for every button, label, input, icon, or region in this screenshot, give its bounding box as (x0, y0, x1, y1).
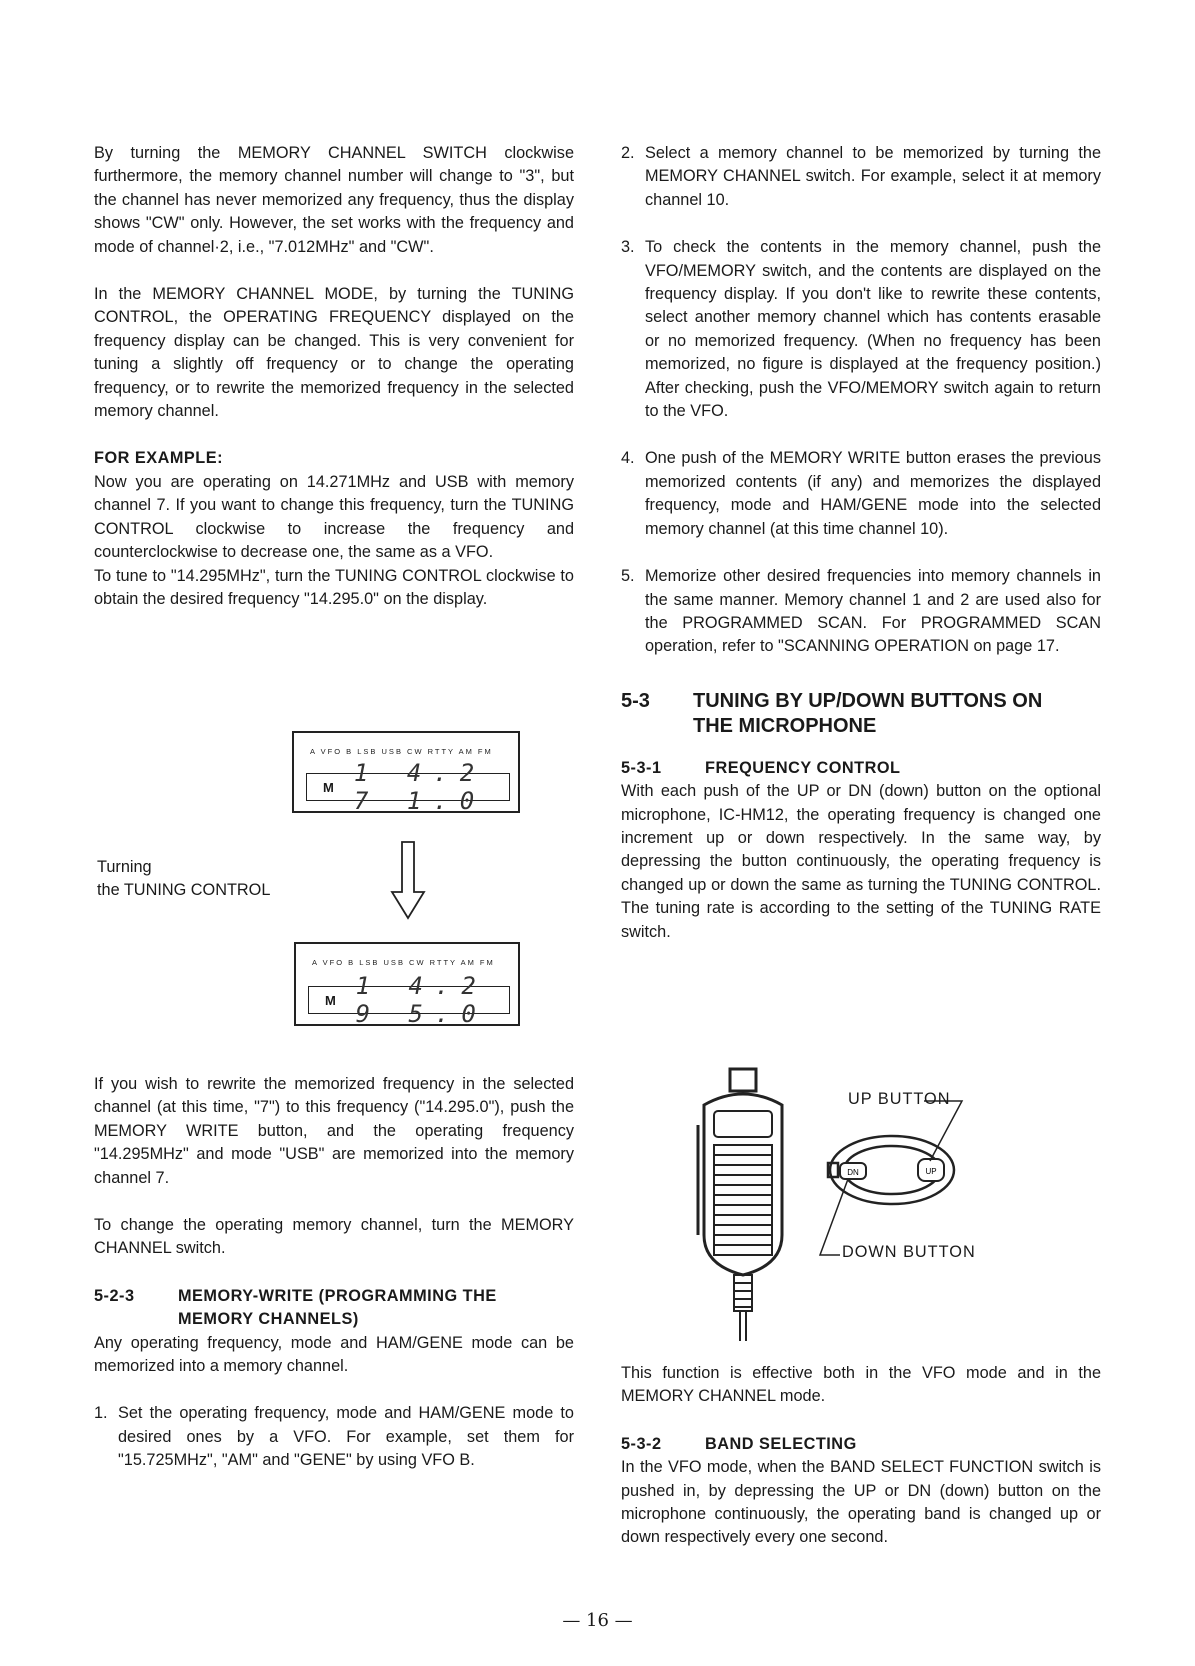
right-column-lower (621, 1362, 1101, 1574)
left-column-lower (94, 1073, 574, 1497)
paragraph-frequency-control: With each push of the UP or DN (down) button on the optional microphone, IC-HM12, the operating frequency is changed one increment up or down respectively. In the same way, by depressing the button continuously, the operating frequency is changed up or down the same as turning the TUNING CONTROL. The tuning rate is according to the setting of the TUNING RATE switch. (621, 782, 1101, 941)
section-title-line-1: TUNING BY UP/DOWN BUTTONS ON (693, 689, 1043, 712)
example-heading: FOR EXAMPLE: (94, 449, 224, 468)
section-number: 5-3-1 (621, 758, 662, 777)
turning-caption-line-1: Turning (97, 858, 152, 876)
list-item (621, 565, 1101, 659)
up-button[interactable] (918, 1159, 944, 1181)
section-title-line-2: MEMORY CHANNELS) (178, 1310, 359, 1329)
mic-cable (734, 1275, 752, 1341)
section-title: BAND SELECTING (705, 1434, 857, 1453)
section-5-3-2-heading (621, 1433, 1101, 1456)
section-number: 5-3-2 (621, 1434, 662, 1453)
list-item (621, 236, 1101, 423)
step-text: To check the contents in the memory channel, push the VFO/MEMORY switch, and the contents are displayed on the frequency display. If you don't like to rewrite these contents, select another memory channel which has contents erasable or no memorized frequency. (When no frequency has been memorized, no figure is displayed at the frequency position.) After checking, push the VFO/MEMORY switch again to return to the VFO. (645, 238, 1101, 421)
display-indicator-row: A VFO B LSB USB CW RTTY AM FM (312, 958, 495, 967)
paragraph-memory-channel-switch: By turning the MEMORY CHANNEL SWITCH clockwise furthermore, the memory channel number will change to "3", but the channel has never memorized any frequency, thus the display shows "CW" only. However, the set works with the frequency and mode of channel·2, i.e., "7.012MHz" and "CW". (94, 144, 574, 256)
section-title-line-2: THE MICROPHONE (693, 714, 877, 737)
steps-list-right (621, 142, 1101, 659)
down-button-caption: DOWN BUTTON (842, 1243, 976, 1261)
mic-hanger (730, 1069, 756, 1091)
frequency-digits: 1 4.2 7 1.0 (353, 759, 487, 815)
section-title (693, 689, 1042, 739)
section-title (178, 1285, 497, 1332)
dn-button[interactable] (840, 1163, 866, 1179)
turning-caption (97, 856, 270, 903)
step-number: 1. (94, 1404, 108, 1423)
display-indicator-row: A VFO B LSB USB CW RTTY AM FM (310, 747, 493, 756)
step-number: 5. (621, 567, 635, 586)
step-number: 3. (621, 238, 635, 257)
step-text: One push of the MEMORY WRITE button erases the previous memorized contents (if any) and memorizes the displayed frequency, mode and HAM/GENE mode into the selected memory channel (at this time channel 10). (645, 449, 1101, 538)
paragraph-example-operating: Now you are operating on 14.271MHz and USB with memory channel 7. If you want to change this frequency, turn the TUNING CONTROL clockwise to increase the frequency and counterclockwise to decrease one, the same as a VFO. (94, 472, 574, 562)
frequency-display-after (294, 942, 520, 1026)
up-button-caption: UP BUTTON (848, 1090, 951, 1108)
paragraph-effective: This function is effective both in the VFO mode and in the MEMORY CHANNEL mode. (621, 1364, 1101, 1406)
list-item (621, 142, 1101, 212)
down-arrow-icon (390, 840, 426, 920)
section-number: 5-2-3 (94, 1286, 135, 1305)
list-item (621, 447, 1101, 541)
steps-list-left (94, 1402, 574, 1472)
paragraph-memorize-any: Any operating frequency, mode and HAM/GENE mode can be memorized into a memory channel. (94, 1333, 574, 1376)
paragraph-change-channel: To change the operating memory channel, turn the MEMORY CHANNEL switch. (94, 1216, 574, 1258)
step-text: Select a memory channel to be memorized by turning the MEMORY CHANNEL switch. For example, select it at memory channel 10. (645, 144, 1101, 209)
step-text: Memorize other desired frequencies into memory channels in the same manner. Memory channel 1 and 2 are used also for the PROGRAMMED SCAN. For PROGRAMMED SCAN operation, refer to "SCANNING OPERATION on page 17. (645, 567, 1101, 656)
section-number: 5-3 (621, 689, 650, 712)
memory-mode-marker: M (325, 992, 336, 1008)
step-number: 2. (621, 144, 635, 162)
section-5-3-heading (621, 689, 1101, 739)
dn-button-label: DN (847, 1168, 859, 1177)
paragraph-example-tune: To tune to "14.295MHz", turn the TUNING CONTROL clockwise to obtain the desired frequency "14.295.0" on the display. (94, 566, 574, 608)
mic-window (714, 1111, 772, 1137)
up-button-label: UP (925, 1167, 937, 1176)
paragraph-rewrite: If you wish to rewrite the memorized frequency in the selected channel (at this time, "7") to this frequency ("14.295.0"), push the MEMORY WRITE button, and the operating frequency "14.295MHz" and mode "USB" are memorized into the memory channel 7. (94, 1075, 574, 1187)
paragraph-memory-channel-mode: In the MEMORY CHANNEL MODE, by turning the TUNING CONTROL, the OPERATING FREQUENCY displayed on the frequency display can be changed. This is very convenient for tuning a slightly off frequency or to change the operating frequency, or to rewrite the memorized frequency in the selected memory channel. (94, 285, 574, 421)
turning-caption-line-2: the TUNING CONTROL (97, 881, 271, 900)
display-readout (306, 759, 510, 815)
page-number: — 16 — (562, 1610, 633, 1631)
section-title: FREQUENCY CONTROL (705, 758, 901, 777)
frequency-digits: 1 4.2 9 5.0 (355, 972, 488, 1028)
frequency-display-before (292, 731, 520, 813)
section-title-line-1: MEMORY-WRITE (PROGRAMMING THE (178, 1286, 497, 1305)
list-item (94, 1402, 574, 1472)
paragraph-band-selecting: In the VFO mode, when the BAND SELECT FUNCTION switch is pushed in, by depressing the UP or DN (down) button on the microphone continuously, the operating band is changed up or down respectively every one second. (621, 1458, 1101, 1547)
step-text: Set the operating frequency, mode and HAM/GENE mode to desired ones by a VFO. For example, set them for "15.725MHz", "AM" and "GENE" by using VFO B. (118, 1404, 574, 1470)
section-5-2-3-heading (94, 1285, 574, 1332)
left-column (94, 142, 574, 635)
section-5-3-1-heading (621, 757, 1101, 780)
mic-grille (714, 1145, 772, 1255)
memory-mode-marker: M (323, 779, 334, 795)
display-readout (308, 972, 510, 1028)
right-column (621, 142, 1101, 968)
step-number: 4. (621, 449, 635, 468)
